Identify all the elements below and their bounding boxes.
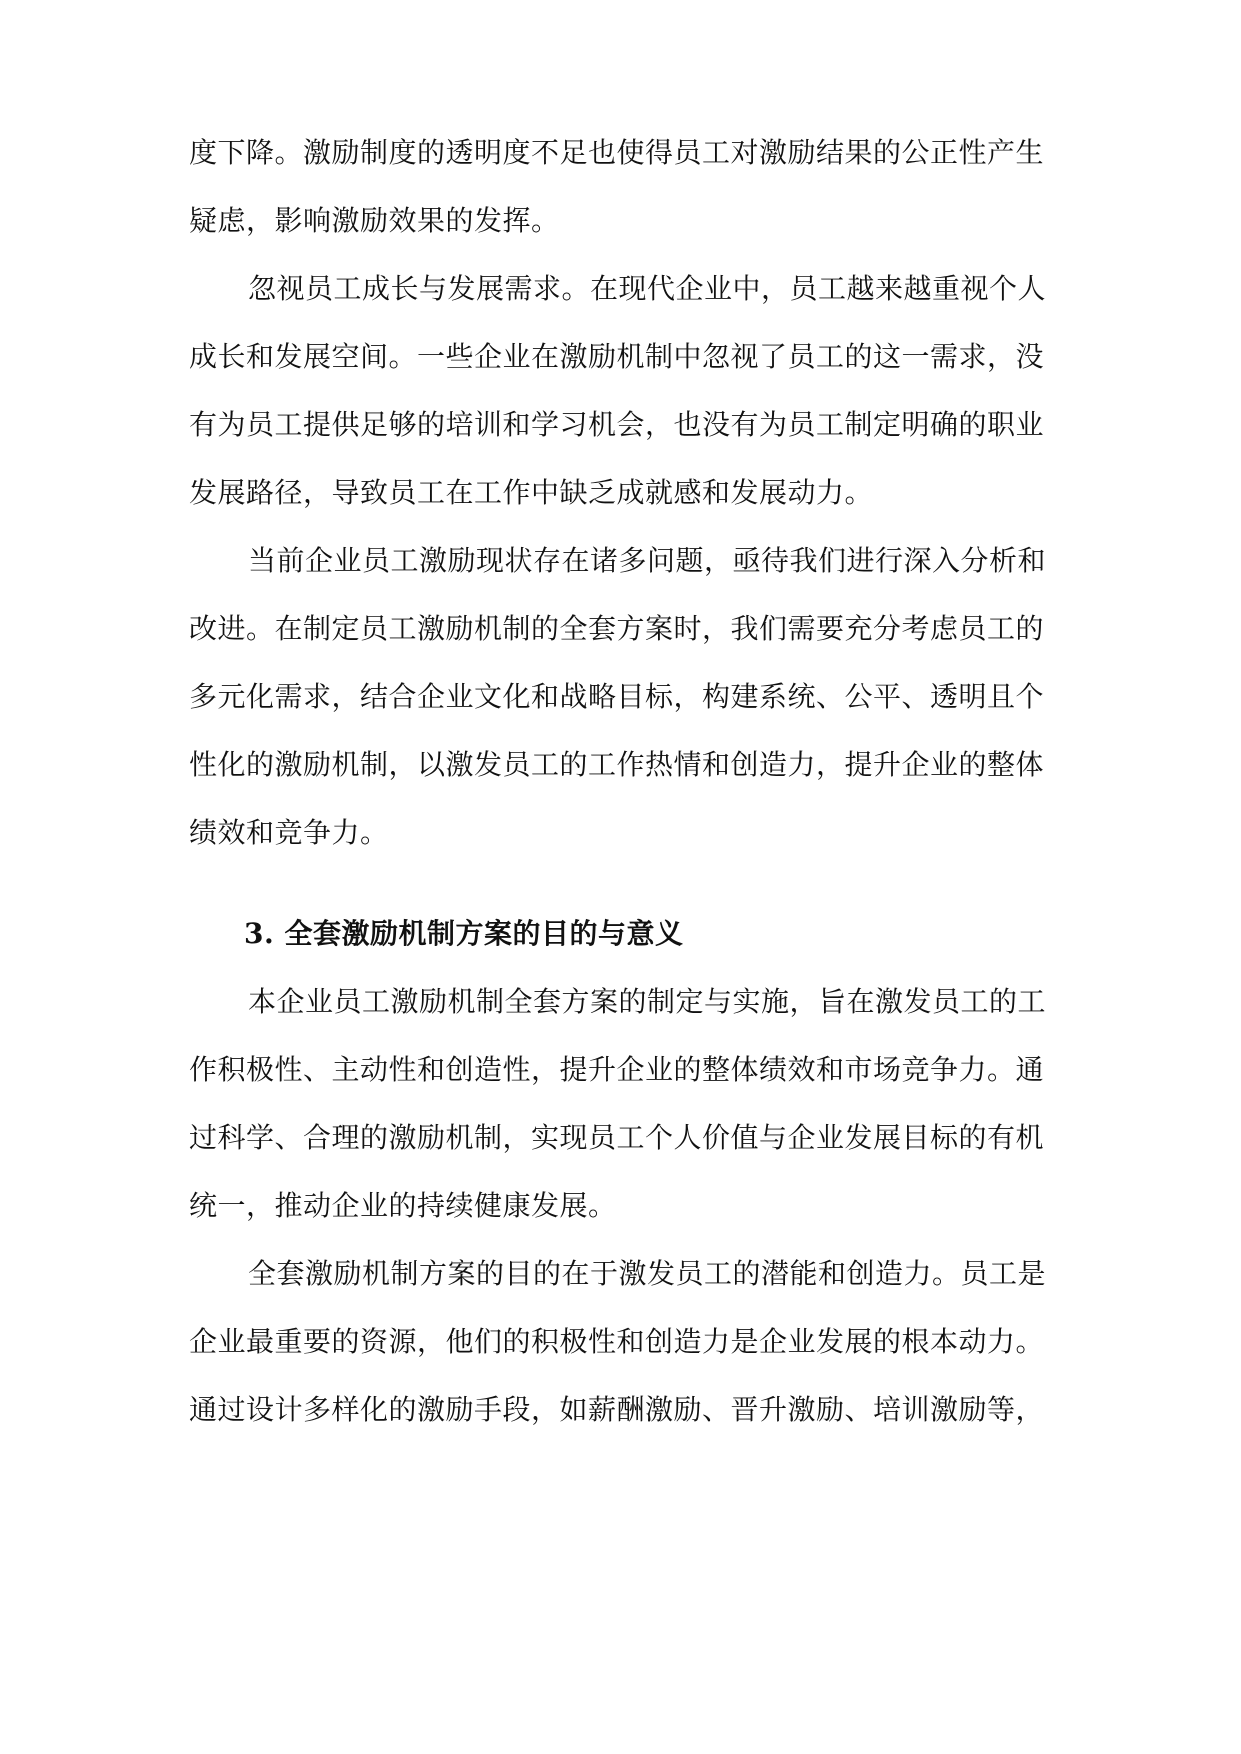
section-paragraph-1-line-4: 统一，推动企业的持续健康发展。 [189, 1189, 617, 1222]
paragraph-2-line-2: 成长和发展空间。一些企业在激励机制中忽视了员工的这一需求，没 [189, 340, 1045, 373]
paragraph-3-line-3: 多元化需求，结合企业文化和战略目标，构建系统、公平、透明且个 [189, 680, 1045, 713]
section-paragraph-2-line-2: 企业最重要的资源，他们的积极性和创造力是企业发展的根本动力。 [189, 1325, 1045, 1358]
paragraph-3-line-1: 当前企业员工激励现状存在诸多问题，亟待我们进行深入分析和 [248, 544, 1047, 577]
section-paragraph-1-line-1: 本企业员工激励机制全套方案的制定与实施，旨在激发员工的工 [248, 985, 1047, 1018]
paragraph-3-line-4: 性化的激励机制，以激发员工的工作热情和创造力，提升企业的整体 [189, 748, 1045, 781]
section-heading: 3. 全套激励机制方案的目的与意义 [244, 917, 684, 950]
section-paragraph-1-line-2: 作积极性、主动性和创造性，提升企业的整体绩效和市场竞争力。通 [189, 1053, 1045, 1086]
section-paragraph-2-line-1: 全套激励机制方案的目的在于激发员工的潜能和创造力。员工是 [248, 1257, 1047, 1290]
paragraph-1-line-1: 度下降。激励制度的透明度不足也使得员工对激励结果的公正性产生 [189, 136, 1045, 169]
paragraph-3-line-5: 绩效和竞争力。 [189, 816, 389, 849]
paragraph-2-line-4: 发展路径，导致员工在工作中缺乏成就感和发展动力。 [189, 476, 874, 509]
section-paragraph-2-line-3: 通过设计多样化的激励手段，如薪酬激励、晋升激励、培训激励等， [189, 1393, 1045, 1426]
paragraph-1-line-2: 疑虑，影响激励效果的发挥。 [189, 204, 560, 237]
paragraph-2-line-1: 忽视员工成长与发展需求。在现代企业中，员工越来越重视个人 [248, 272, 1047, 305]
paragraph-2-line-3: 有为员工提供足够的培训和学习机会，也没有为员工制定明确的职业 [189, 408, 1045, 441]
paragraph-3-line-2: 改进。在制定员工激励机制的全套方案时，我们需要充分考虑员工的 [189, 612, 1045, 645]
section-paragraph-1-line-3: 过科学、合理的激励机制，实现员工个人价值与企业发展目标的有机 [189, 1121, 1045, 1154]
